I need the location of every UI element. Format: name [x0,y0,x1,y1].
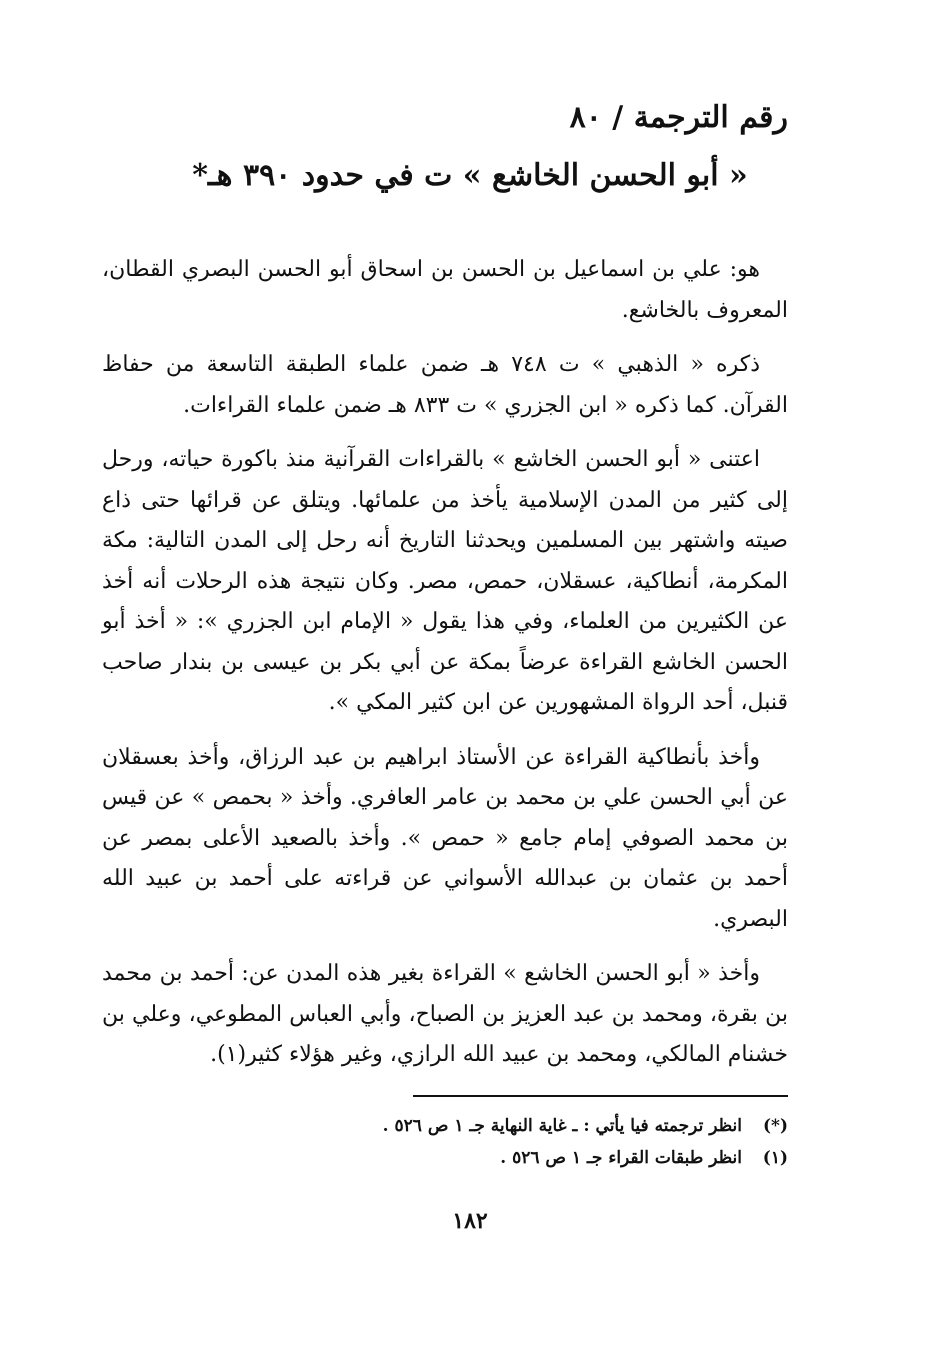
paragraph-identity: هو: علي بن اسماعيل بن الحسن بن اسحاق أبو الحسن البصري القطان، المعروف بالخاشع. [102,257,788,323]
biography-number-header: رقم الترجمة / ٨٠ [569,100,788,135]
page-number: ١٨٢ [452,1208,488,1234]
paragraph-teachers: وأخذ بأنطاكية القراءة عن الأستاذ ابراهيم بن عبد الرزاق، وأخذ بعسقلان عن أبي الحسن علي بن محمد بن عامر العافري. وأخذ « بحمص » عن قيس بن محمد الصوفي إمام جامع « حمص ». وأخذ بالصعيد الأعلى بمصر عن أحمد بن عثمان بن عبدالله الأسواني عن قراءته على أحمد بن عبيد الله البصري. [102,744,788,932]
footnote-mark: (١) [762,1148,788,1168]
body-text [102,250,788,1090]
footnote-item [228,1142,788,1174]
footnote-text: انظر طبقات القراء جـ ١ ص ٥٢٦ . [500,1148,742,1168]
entry-title: « أبو الحسن الخاشع » ت في حدود ٣٩٠ هـ* [192,158,748,193]
footnote-item [228,1110,788,1142]
paragraph-other-teachers: وأخذ « أبو الحسن الخاشع » القراءة بغير هذه المدن عن: أحمد بن محمد بن بقرة، ومحمد بن عبد العزيز بن الصباح، وأبي العباس المطوعي، وعلي بن خشنام المالكي، ومحمد بن عبيد الله الرازي، وغير هؤلاء كثير(١). [102,961,788,1067]
footnotes [228,1110,788,1174]
paragraph-travels: اعتنى « أبو الحسن الخاشع » بالقراءات القرآنية منذ باكورة حياته، ورحل إلى كثير من المدن الإسلامية يأخذ من علمائها. ويتلق عن قرائها حتى ذاع صيته واشتهر بين المسلمين ويحدثنا التاريخ أنه رحل إلى المدن التالية: مكة المكرمة، أنطاكية، عسقلان، حمص، مصر. وكان نتيجة هذه الرحلات أنه أخذ عن الكثيرين من العلماء، وفي هذا يقول « الإمام ابن الجزري »: « أخذ أبو الحسن الخاشع القراءة عرضاً بمكة عن أبي بكر بن عيسى بن بندار صاحب قنبل، أحد الرواة المشهورين عن ابن كثير المكي ». [102,447,788,715]
paragraph-mentions: ذكره « الذهبي » ت ٧٤٨ هـ ضمن علماء الطبقة التاسعة من حفاظ القرآن. كما ذكره « ابن الجزري » ت ٨٣٣ هـ ضمن علماء القراءات. [102,352,788,418]
footnote-text: انظر ترجمته فيا يأتي : ـ غاية النهاية جـ ١ ص ٥٢٦ . [382,1116,742,1136]
footnote-mark: (*) [763,1116,788,1136]
footnote-divider [413,1095,788,1097]
